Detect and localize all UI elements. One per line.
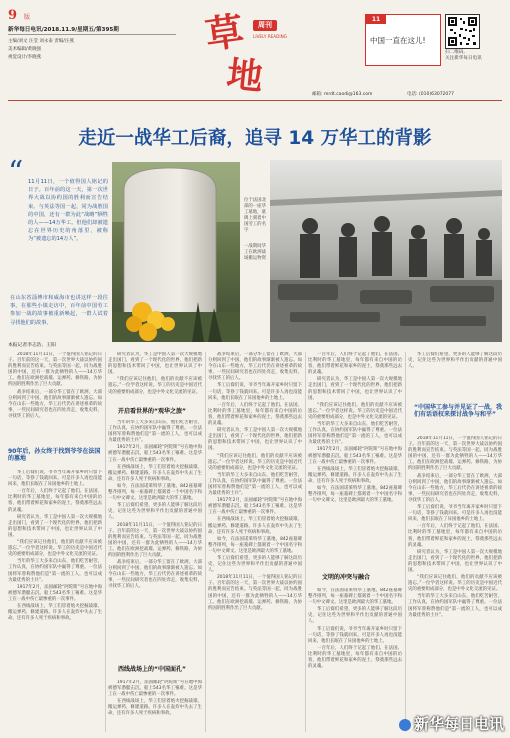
column-rule [405, 352, 406, 732]
body-paragraph: 如今，在法国诺莱特华工墓地，842座墓碑整齐排列，每一座墓碑上都刻着一个中国名字和一句中文碑文。这里是欧洲最大的华工墓地。 [308, 588, 402, 606]
column-rule [205, 352, 206, 732]
column-rule [305, 352, 306, 732]
body-paragraph: 在西线战场上，华工们冒着炮火挖掘战壕、搬运弹药、修建道路。许多人在轰炸中失去了生命，还有许多人死于疾病和事故。 [208, 517, 302, 535]
body-paragraph: “我们应该记住他们，他们的贡献不应该被遗忘。”一位学者这样说。华工的历史是中国近代史的重要组成部分，也是中外文化交流的见证。 [308, 402, 402, 420]
body-paragraph: 2018年11月11日，一个值得国人铭记的日子。百年前的这一天，第一次世界大战以协约国的胜利而宣告结束。与英法等国一起，同为战胜国的中国，还有一群为此牺牲的人——14万华工。他们在欧洲挖战壕、运弹药、修铁路，为协约国的胜利作出了巨大贡献。 [208, 575, 302, 611]
body-paragraph: 研究者认为，华工是中国人第一次大规模地走出国门，看到了一个现代化的世界，他们把新的思想和技术带回了中国，也让世界认识了中国。 [8, 514, 102, 538]
body-paragraph: 当年的华工大多来自山东，他们吃苦耐劳，工作认真，在协约国军队中赢得了尊重。一位法国将军曾称赞他们是“第一流的工人，也可以成为最优秀的士兵”。 [408, 594, 502, 618]
body-paragraph: 战争结束后，一部分华工留在了欧洲，大部分则回到了中国，他们的故事渐渐被人遗忘。如今在山东一些地方，华工后代仍在讲述祖辈的故事，一些民间研究者也在四处奔走，收集史料，寻找华工的后人。 [208, 352, 302, 382]
article-column-2c [108, 680, 202, 732]
body-paragraph: 华工后裔们希望，更多的人能够了解这段历史，记住这些为世界和平作出贡献的普通中国人。 [308, 607, 402, 625]
watermark-text: 新华每日电讯 [413, 715, 504, 733]
body-paragraph: 1917年2月，法国邮轮“阿陀斯”号在地中海被德军潜艇击沉，船上543名华工罹难。这是华工在一战中伤亡最惨重的一次事件。 [108, 680, 202, 698]
article-column-5 [408, 352, 502, 402]
body-paragraph: 2018年11月11日，一个值得国人铭记的日子。百年前的这一天，第一次世界大战以协约国的胜利而宣告结束。与英法等国一起，同为战胜国的中国，还有一群为此牺牲的人——14万华工。他们在欧洲挖战壕、运弹药、修铁路，为协约国的胜利作出了巨大贡献。 [108, 522, 202, 558]
byline: 本报记者李志浩、王阳 [8, 343, 56, 348]
body-paragraph: 在西线战场上，华工们冒着炮火挖掘战壕、搬运弹药、修建道路。许多人在轰炸中失去了生命，还有许多人死于疾病和事故。 [108, 699, 202, 717]
logo-subtitle: LIVELY READING [253, 34, 288, 39]
photo-historic-workers [270, 160, 502, 342]
masthead-divider [8, 34, 176, 35]
article-column-1 [8, 352, 102, 442]
zhoukan-label: 周刊 [258, 21, 272, 29]
body-paragraph: 研究者认为，华工是中国人第一次大规模地走出国门，看到了一个现代化的世界，他们把新的思想和技术带回了中国，也让世界认识了中国。 [408, 549, 502, 573]
body-paragraph: 如今，在法国诺莱特华工墓地，842座墓碑整齐排列，每一座墓碑上都刻着一个中国名字和一句中文碑文。这里是欧洲最大的华工墓地。 [108, 483, 202, 502]
logo-char-di: 地 [224, 53, 265, 99]
phone-label: 电话: [407, 92, 418, 97]
body-paragraph: 在西线战场上，华工们冒着炮火挖掘战壕、搬运弹药、修建道路。许多人在轰炸中失去了生命，还有许多人死于疾病和事故。 [308, 466, 402, 484]
body-paragraph: 华工后裔们希望，更多的人能够了解这段历史，记住这些为世界和平作出贡献的普通中国人。 [408, 352, 502, 370]
body-paragraph: 1917年2月，法国邮轮“阿陀斯”号在地中海被德军潜艇击沉，船上543名华工罹难。这是华工在一战中伤亡最惨重的一次事件。 [208, 498, 302, 516]
promo-number-tab [366, 15, 386, 24]
credit-line-2: 美术编辑/黄晓强 [8, 47, 42, 52]
logo-char-cao: 草 [202, 7, 247, 58]
email-value: mrdt.caodi@163.com [324, 92, 373, 97]
photo2-caption [244, 244, 268, 262]
body-paragraph: 2018年11月11日，一个值得国人铭记的日子。百年前的这一天，第一次世界大战以协约国的胜利而宣告结束。与英法等国一起，同为战胜国的中国，还有一群为此牺牲的人——14万华工。他们在欧洲挖战壕、运弹药、修铁路，为协约国的胜利作出了巨大贡献。 [408, 436, 502, 472]
credit-line-3: 视觉设计/李晓燕 [8, 55, 42, 60]
promo-text: 中国一直在这儿! [370, 36, 426, 45]
body-paragraph: 2018年11月11日，一个值得国人铭记的日子。百年前的这一天，第一次世界大战以协约国的胜利而宣告结束。与英法等国一起，同为战胜国的中国，还有一群为此牺牲的人——14万华工。他们在欧洲挖战壕、运弹药、修铁路，为协约国的胜利作出了巨大贡献。 [8, 352, 102, 388]
article-column-4 [308, 352, 402, 570]
page-label: 版 [24, 14, 31, 21]
body-paragraph: 一百年后，人们终于记起了他们。在法国、比利时的华工墓地里，每年都有来自中国的访客，他们带着鲜花和家乡的泥土，祭奠那些远去的灵魂。 [308, 352, 402, 376]
body-paragraph: 如今，在法国诺莱特华工墓地，842座墓碑整齐排列，每一座墓碑上都刻着一个中国名字和一句中文碑文。这里是欧洲最大的华工墓地。 [308, 485, 402, 504]
lead-text [28, 178, 108, 244]
zhoukan-badge [253, 20, 277, 31]
photo1-caption [244, 198, 268, 234]
article-column-1b [8, 470, 102, 732]
body-paragraph: 华工后裔们希望，更多的人能够了解这段历史，记住这些为世界和平作出贡献的普通中国人。 [208, 556, 302, 574]
lead-text-2 [10, 294, 108, 327]
brand-watermark [399, 713, 504, 734]
issue-line: 新华每日电讯/2018.11.9/星期五/第395期 [8, 27, 119, 33]
body-paragraph: “我们应该记住他们，他们的贡献不应该被遗忘。”一位学者这样说。华工的历史是中国近代史的重要组成部分，也是中外文化交流的见证。 [408, 575, 502, 593]
body-paragraph: “我们应该记住他们，他们的贡献不应该被遗忘。”一位学者这样说。华工的历史是中国近代史的重要组成部分，也是中外文化交流的见证。 [8, 540, 102, 558]
body-paragraph: 研究者认为，华工是中国人第一次大规模地走出国门，看到了一个现代化的世界，他们把新的思想和技术带回了中国，也让世界认识了中国。 [108, 352, 202, 376]
article-column-5b [408, 436, 502, 700]
credit-line-1: 主编/刘文 汪莹 刘永泰 责编/汪燕 [8, 39, 74, 44]
body-paragraph: 一百年后，人们终于记起了他们。在法国、比利时的华工墓地里，每年都有来自中国的访客，他们带着鲜花和家乡的泥土，祭奠那些远去的灵魂。 [408, 524, 502, 548]
body-paragraph: 一百年后，人们终于记起了他们。在法国、比利时的华工墓地里，每年都有来自中国的访客，他们带着鲜花和家乡的泥土，祭奠那些远去的灵魂。 [308, 645, 402, 670]
body-paragraph: 战争结束后，一部分华工留在了欧洲，大部分则回到了中国，他们的故事渐渐被人遗忘。如今在山东一些地方，华工后代仍在讲述祖辈的故事，一些民间研究者也在四处奔走，收集史料，寻找华工的后人。 [408, 473, 502, 503]
body-paragraph: 华工后裔们说，爷爷当年离开家乡时只留下一句话，等挣了钱就回来。可是许多人再也没能回来，他们长眠在了异国他乡的土地上。 [408, 505, 502, 523]
body-paragraph: “我们应该记住他们，他们的贡献不应该被遗忘。”一位学者这样说。华工的历史是中国近代史的重要组成部分，也是中外文化交流的见证。 [108, 377, 202, 395]
promo-box [365, 14, 441, 66]
section-heading-5: 西线战场上的“中国面孔” [118, 666, 186, 673]
section-heading-1: 90年后，孙女终于找到爷爷在法国的墓地 [8, 448, 101, 462]
lead-quote-mark: “ [8, 155, 24, 190]
body-paragraph: 1917年2月，法国邮轮“阿陀斯”号在地中海被德军潜艇击沉，船上543名华工罹难。这是华工在一战中伤亡最惨重的一次事件。 [108, 445, 202, 463]
promo-number: 11 [371, 16, 381, 23]
article-column-2b [108, 420, 202, 656]
article-column-2 [108, 352, 202, 402]
masthead-bottom-rule [8, 100, 502, 101]
section-heading-4: 文明的冲突与融合 [322, 574, 371, 581]
lead-paragraph-1: 11月11日，一个值得国人铭记的日子。百年前的这一天，第一次世界大战以协约国的胜利而宣告结束。与英法等国一起，同为战胜国的中国，还有一群为此“战略”牺牲的人——14万华工。但他们却被遗忘在世界历史的角落里，被称为“被遗忘的14万人”。 [28, 179, 108, 243]
body-paragraph: 华工后裔们说，爷爷当年离开家乡时只留下一句话，等挣了钱就回来。可是许多人再也没能回来，他们长眠在了异国他乡的土地上。 [8, 470, 102, 488]
section-heading-3: “中国华工参与并见证了一战，我们有话语权来探讨战争与和平” [414, 404, 502, 418]
phone-value: (010)63072077 [419, 92, 455, 97]
body-paragraph: 1917年2月，法国邮轮“阿陀斯”号在地中海被德军潜艇击沉，船上543名华工罹难。这是华工在一战中伤亡最惨重的一次事件。 [8, 584, 102, 602]
qr-code[interactable] [445, 14, 480, 49]
photo1-caption-text: 位于法国北部的一座华工墓地，墓碑上刻着中国劳工的名字 [244, 198, 266, 233]
headline: 走近一战华工后裔，追寻 14 万华工的背影 [78, 128, 432, 149]
body-paragraph: 华工后裔们希望，更多的人能够了解这段历史，记住这些为世界和平作出贡献的普通中国人。 [108, 503, 202, 521]
body-paragraph: 当年的华工大多来自山东，他们吃苦耐劳，工作认真，在协约国军队中赢得了尊重。一位法国将军曾称赞他们是“第一流的工人，也可以成为最优秀的士兵”。 [208, 472, 302, 497]
body-paragraph: 华工后裔们说，爷爷当年离开家乡时只留下一句话，等挣了钱就回来。可是许多人再也没能回来，他们长眠在了异国他乡的土地上。 [308, 626, 402, 644]
watermark-icon [399, 719, 411, 731]
article-column-4b [308, 588, 402, 732]
historic-workers-illustration [270, 160, 502, 342]
lead-paragraph-2: 在山东省淄博市和威海市也讲这样一段往事。在那些小镇走访中，百年前中国劳工参加一战的故事被重新唤起，一群人试着寻找他们的故事。 [10, 295, 108, 326]
body-paragraph: 当年的华工大多来自山东，他们吃苦耐劳，工作认真，在协约国军队中赢得了尊重。一位法国将军曾称赞他们是“第一流的工人，也可以成为最优秀的士兵”。 [8, 559, 102, 583]
photo-gravestone [112, 162, 240, 342]
page-number: 9 [8, 8, 18, 23]
article-column-3 [208, 352, 302, 732]
body-paragraph: 研究者认为，华工是中国人第一次大规模地走出国门，看到了一个现代化的世界，他们把新的思想和技术带回了中国，也让世界认识了中国。 [308, 377, 402, 401]
qr-caption-2: 关注新华每日电讯 [445, 56, 482, 61]
body-paragraph: 在西线战场上，华工们冒着炮火挖掘战壕、搬运弹药、修建道路。许多人在轰炸中失去了生命，还有许多人死于疾病和事故。 [108, 464, 202, 482]
caodi-logo [202, 2, 305, 99]
gravestone-illustration [112, 162, 240, 342]
body-paragraph: 当年的华工大多来自山东，他们吃苦耐劳，工作认真，在协约国军队中赢得了尊重。一位法国将军曾称赞他们是“第一流的工人，也可以成为最优秀的士兵”。 [108, 420, 202, 444]
body-paragraph: 在西线战场上，华工们冒着炮火挖掘战壕、搬运弹药、修建道路。许多人在轰炸中失去了生命，还有许多人死于疾病和事故。 [8, 603, 102, 622]
photo2-caption-text: 一战期间华工在欧洲战场搬运物资 [244, 244, 266, 261]
body-paragraph: 战争结束后，一部分华工留在了欧洲，大部分则回到了中国，他们的故事渐渐被人遗忘。如今在山东一些地方，华工后代仍在讲述祖辈的故事，一些民间研究者也在四处奔走，收集史料，寻找华工的后人。 [8, 389, 102, 419]
body-paragraph: 如今，在法国诺莱特华工墓地，842座墓碑整齐排列，每一座墓碑上都刻着一个中国名字和一句中文碑文。这里是欧洲最大的华工墓地。 [208, 536, 302, 554]
masthead [0, 0, 510, 112]
body-paragraph: 战争结束后，一部分华工留在了欧洲，大部分则回到了中国，他们的故事渐渐被人遗忘。如今在山东一些地方，华工后代仍在讲述祖辈的故事，一些民间研究者也在四处奔走，收集史料，寻找华工的后人。 [108, 560, 202, 590]
body-paragraph: 华工后裔们说，爷爷当年离开家乡时只留下一句话，等挣了钱就回来。可是许多人再也没能回来，他们长眠在了异国他乡的土地上。 [208, 383, 302, 401]
body-paragraph: 1917年2月，法国邮轮“阿陀斯”号在地中海被德军潜艇击沉，船上543名华工罹难。这是华工在一战中伤亡最惨重的一次事件。 [308, 447, 402, 465]
body-paragraph: 研究者认为，华工是中国人第一次大规模地走出国门，看到了一个现代化的世界，他们把新的思想和技术带回了中国，也让世界认识了中国。 [208, 428, 302, 452]
body-paragraph: 一百年后，人们终于记起了他们。在法国、比利时的华工墓地里，每年都有来自中国的访客，他们带着鲜花和家乡的泥土，祭奠那些远去的灵魂。 [208, 402, 302, 427]
body-paragraph: “我们应该记住他们，他们的贡献不应该被遗忘。”一位学者这样说。华工的历史是中国近代史的重要组成部分，也是中外文化交流的见证。 [208, 453, 302, 471]
section-heading-2: 开启看世界的“观华之旅” [118, 408, 186, 415]
qr-caption-1: 扫二维码, [445, 50, 465, 55]
qr-code-pattern [446, 15, 479, 48]
body-paragraph: 一百年后，人们终于记起了他们。在法国、比利时的华工墓地里，每年都有来自中国的访客，他们带着鲜花和家乡的泥土，祭奠那些远去的灵魂。 [8, 489, 102, 513]
email-label: 邮箱: [312, 92, 323, 97]
column-rule [105, 352, 106, 732]
body-paragraph: 当年的华工大多来自山东，他们吃苦耐劳，工作认真，在协约国军队中赢得了尊重。一位法国将军曾称赞他们是“第一流的工人，也可以成为最优秀的士兵”。 [308, 422, 402, 446]
